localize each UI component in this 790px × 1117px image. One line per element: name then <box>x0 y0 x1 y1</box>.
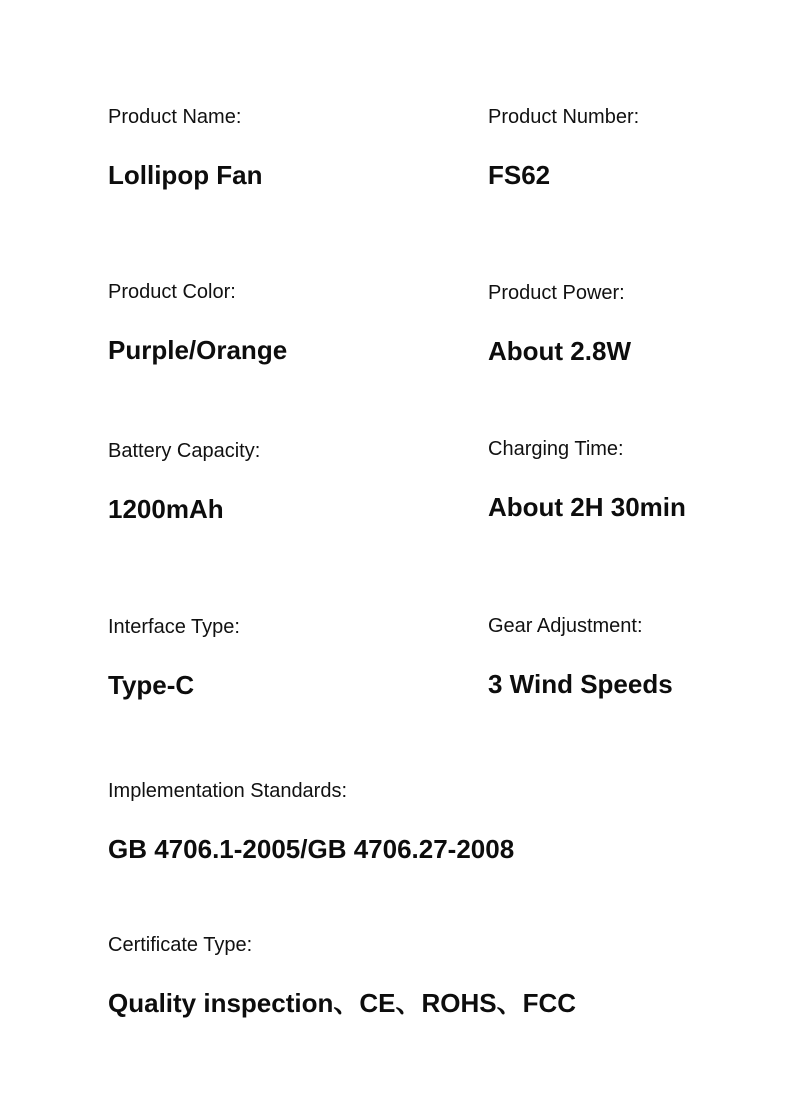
spec-label: Certificate Type: <box>108 934 253 956</box>
spec-label: Interface Type: <box>108 616 240 638</box>
spec-product-number <box>488 105 639 190</box>
spec-label: Product Name: <box>108 106 242 128</box>
spec-interface-type <box>108 615 240 700</box>
spec-implementation-standards <box>108 779 514 864</box>
spec-value: Quality inspection、CE、ROHS、FCC <box>108 988 577 1018</box>
spec-value: GB 4706.1-2005/GB 4706.27-2008 <box>108 834 515 864</box>
spec-value: Type-C <box>108 670 195 700</box>
spec-product-name <box>108 105 263 190</box>
spec-value: 1200mAh <box>108 494 224 524</box>
spec-charging-time <box>488 437 686 522</box>
spec-label: Implementation Standards: <box>108 780 348 802</box>
spec-label: Product Number: <box>488 106 640 128</box>
spec-label: Product Color: <box>108 281 236 303</box>
spec-label: Product Power: <box>488 282 625 304</box>
spec-gear-adjustment <box>488 614 673 699</box>
spec-value: 3 Wind Speeds <box>488 669 673 699</box>
spec-value: FS62 <box>488 160 551 190</box>
spec-certificate-type <box>108 933 576 1018</box>
spec-product-color <box>108 280 287 365</box>
spec-label: Gear Adjustment: <box>488 615 643 637</box>
spec-product-power <box>488 281 631 366</box>
spec-label: Battery Capacity: <box>108 440 261 462</box>
spec-battery-capacity <box>108 439 260 524</box>
spec-label: Charging Time: <box>488 438 624 460</box>
spec-value: Purple/Orange <box>108 335 288 365</box>
spec-value: Lollipop Fan <box>108 160 263 190</box>
spec-value: About 2.8W <box>488 336 631 366</box>
spec-value: About 2H 30min <box>488 492 686 522</box>
